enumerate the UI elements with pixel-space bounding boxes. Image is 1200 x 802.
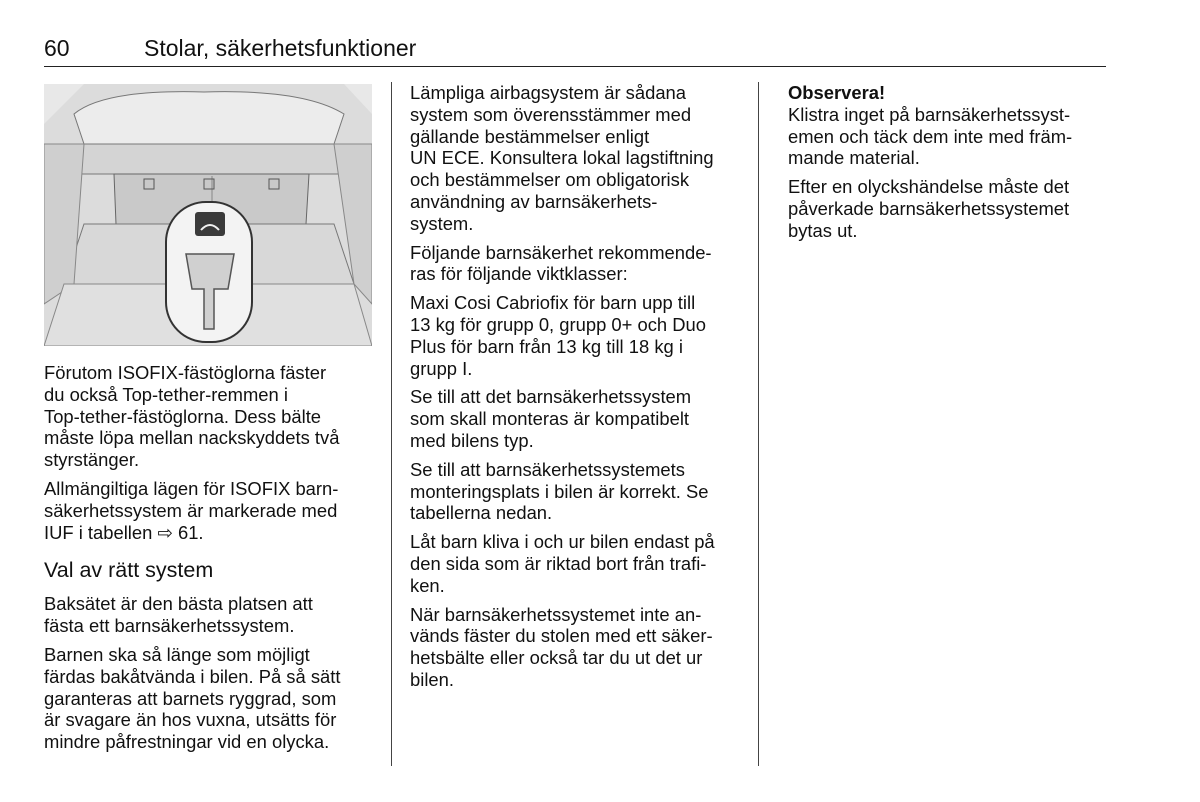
paragraph: Efter en olyckshändelse måste det påverkade barnsäkerhetssystemet bytas ut. bbox=[788, 176, 1070, 241]
note-title: Observera! bbox=[788, 82, 886, 103]
paragraph: Låt barn kliva i och ur bilen endast på den sida som är riktad bort från trafi- ken. bbox=[410, 531, 715, 596]
page-title: Stolar, säkerhetsfunktioner bbox=[144, 35, 417, 61]
trunk-drawing bbox=[44, 84, 372, 346]
paragraph: Förutom ISOFIX-fästöglorna fäster du också Top-tether-remmen i Top-tether-fästöglorna. Dess bälte måste löpa mellan nackskyddets två styrstänger. bbox=[44, 362, 340, 471]
section-heading: Val av rätt system bbox=[44, 558, 214, 583]
column-middle bbox=[410, 82, 745, 698]
paragraph: Klistra inget på barnsäkerhetssyst- emen och täck dem inte med främ- mande material. bbox=[788, 103, 1073, 169]
paragraph: När barnsäkerhetssystemet inte an- vänds fäster du stolen med ett säker- hetsbälte eller också tar du ut det ur bilen. bbox=[410, 603, 713, 690]
paragraph: Maxi Cosi Cabriofix för barn upp till 13 kg för grupp 0, grupp 0+ och Duo Plus för barn från 13 kg till 18 kg i grupp I. bbox=[410, 292, 706, 379]
car-trunk-illustration bbox=[44, 84, 372, 346]
paragraph: Se till att det barnsäkerhetssystem som skall monteras är kompatibelt med bilens typ. bbox=[410, 386, 692, 451]
paragraph: Allmängiltiga lägen för ISOFIX barn- säkerhetssystem är markerade med IUF i tabellen ⇨ 61. bbox=[44, 477, 339, 543]
paragraph: Följande barnsäkerhet rekommende- ras för följande viktklasser: bbox=[410, 241, 712, 285]
column-divider bbox=[391, 82, 392, 766]
paragraph: Lämpliga airbagsystem är sådana system som överensstämmer med gällande bestämmelser enligt UN ECE. Konsultera lokal lagstiftning och bestämmelser om obligatorisk användning av barnsäkerhets- system. bbox=[410, 82, 714, 234]
column-left bbox=[44, 362, 379, 760]
column-right bbox=[788, 82, 1108, 249]
column-divider bbox=[758, 82, 759, 766]
paragraph: Baksätet är den bästa platsen att fästa ett barnsäkerhetssystem. bbox=[44, 593, 313, 637]
paragraph: Se till att barnsäkerhetssystemets monteringsplats i bilen är korrekt. Se tabellerna nedan. bbox=[410, 458, 709, 524]
page-number: 60 bbox=[44, 35, 70, 61]
page-header bbox=[44, 34, 1106, 67]
paragraph: Barnen ska så länge som möjligt färdas bakåtvända i bilen. På så sätt garanteras att barnets ryggrad, som är svagare än hos vuxna, utsätts för mindre påfrestningar vid en olycka. bbox=[44, 643, 341, 753]
